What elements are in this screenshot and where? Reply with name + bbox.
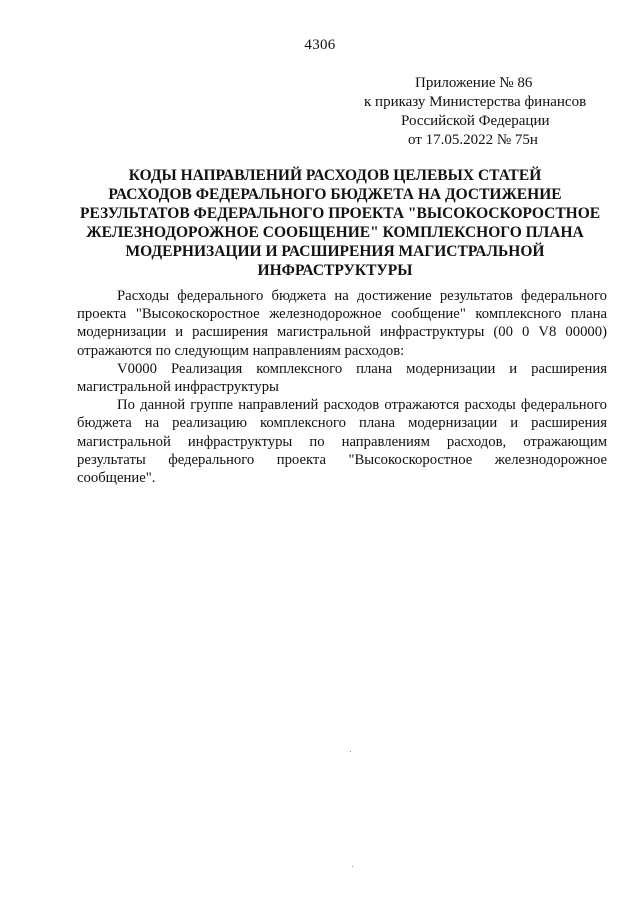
- body-line: сообщение".: [77, 470, 156, 487]
- appendix-country: Российской Федерации: [401, 113, 550, 129]
- appendix-number: Приложение № 86: [415, 75, 533, 91]
- title-line: РАСХОДОВ ФЕДЕРАЛЬНОГО БЮДЖЕТА НА ДОСТИЖЕНИЕ: [108, 186, 562, 203]
- appendix-order-ref: к приказу Министерства финансов: [364, 94, 587, 110]
- paragraph-description: [77, 396, 607, 487]
- body-line: V0000 Реализация комплексного плана модернизации и расширения: [117, 360, 607, 377]
- body-line: По данной группе направлений расходов отражаются расходы федерального: [117, 397, 607, 414]
- title-line: РЕЗУЛЬТАТОВ ФЕДЕРАЛЬНОГО ПРОЕКТА "ВЫСОКОСКОРОСТНОЕ: [80, 205, 601, 222]
- title-line: ЖЕЛЕЗНОДОРОЖНОЕ СООБЩЕНИЕ" КОМПЛЕКСНОГО ПЛАНА: [86, 224, 584, 241]
- title-line: ИНФРАСТРУКТУРЫ: [257, 262, 413, 279]
- scan-speck: [350, 751, 351, 752]
- body-line: Расходы федерального бюджета на достижение результатов федерального: [117, 288, 607, 304]
- title-line: МОДЕРНИЗАЦИИ И РАСШИРЕНИЯ МАГИСТРАЛЬНОЙ: [125, 243, 545, 260]
- document-title: [80, 166, 601, 280]
- scan-speck: [352, 866, 353, 867]
- paragraph-code-v0000: [77, 360, 607, 396]
- paragraph-intro: [77, 287, 607, 360]
- body-line: проекта "Высокоскоростное железнодорожное сообщение" комплексного плана: [77, 306, 607, 323]
- title-line: КОДЫ НАПРАВЛЕНИЙ РАСХОДОВ ЦЕЛЕВЫХ СТАТЕЙ: [128, 167, 542, 184]
- body-line: магистральной инфраструктуры по направлениям расходов, отражающим: [77, 433, 607, 450]
- appendix-reference: [340, 74, 630, 150]
- body-line: бюджета на реализацию комплексного плана модернизации и расширения: [77, 415, 607, 432]
- page-number: 4306: [304, 37, 336, 53]
- body-line: отражаются по следующим направлениям расходов:: [77, 342, 405, 359]
- body-line: модернизации и расширения магистральной инфраструктуры (00 0 V8 00000): [77, 324, 607, 341]
- body-line: магистральной инфраструктуры: [77, 379, 279, 396]
- document-body: [77, 287, 607, 487]
- appendix-order-date: от 17.05.2022 № 75н: [408, 132, 538, 148]
- body-line: результаты федерального проекта "Высокоскоростное железнодорожное: [77, 451, 607, 468]
